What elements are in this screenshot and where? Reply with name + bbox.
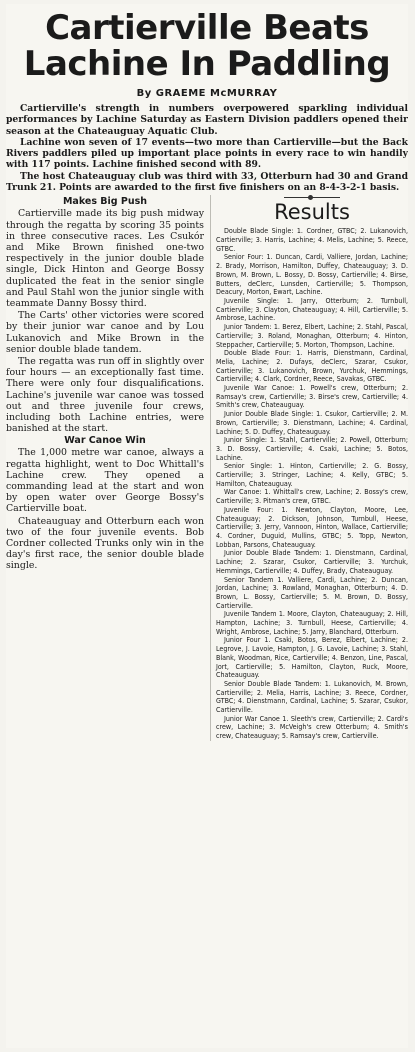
result-entry: Double Blade Four: 1. Harris, Dienstmann, Cardinal, Melia, Lachine; 2. Dufays, deClerc, Szarar, Csukor, Cartierville; 3. Lukanovich, Brown, Yurchuk, Hemmings, Cartierville; 4. Clark, Cordner, Reece, Savakas, GTBC. <box>216 348 408 384</box>
result-entry: War Canoe: 1. Whittall's crew, Lachine; 2. Bossy's crew, Cartierville; 3. Pitman's crew, GTBC. <box>216 487 408 506</box>
byline: By GRAEME McMURRAY <box>136 88 278 99</box>
result-entry: Senior Single: 1. Hinton, Cartierville; 2. G. Bossy, Cartierville; 3. Stringer, Lachine; 4. Kelly, GTBC; 5. Hamilton, Chateauguay. <box>216 461 408 488</box>
article-column <box>6 195 210 740</box>
article-paragraph: The 1,000 metre war canoe, always a regatta highlight, went to Doc Whittall's Lachine crew. They opened a commanding lead at the start and won by open water over George Bossy's Cartierville boat. <box>6 447 204 515</box>
result-entry: Junior Double Blade Single: 1. Csukor, Cartierville; 2. M. Brown, Cartierville; 3. Dienstmann, Lachine; 4. Cardinal, Lachine; 5. D. Duffey, Chateauguay. <box>216 409 408 436</box>
result-entry: Junior Double Blade Tandem: 1. Dienstmann, Cardinal, Lachine; 2. Szarar, Csukor, Cartierville; 3. Yurchuk, Hemmings, Cartierville; 4. Duffey, Brady, Chateauguay. <box>216 548 408 575</box>
subhead-makes-big-push: Makes Big Push <box>62 196 148 208</box>
result-entry: Double Blade Single: 1. Cordner, GTBC; 2. Lukanovich, Cartierville; 3. Harris, Lachine; 4. Melis, Lachine; 5. Reece, GTBC. <box>216 226 408 253</box>
result-entry: Senior Four: 1. Duncan, Cardi, Valliere, Jordan, Lachine; 2. Brady, Morrison, Hamilton, Duffey, Chateauguay; 3. D. Brown, M. Brown, L. Bossy, D. Bossy, Cartierville; 4. Birse, Butters, deClerc, Lunsden, Cartierville; 5. Thompson, Deacury, Morton, Ewart, Lachine. <box>216 252 408 297</box>
article-paragraph: The Carts' other victories were scored by their junior war canoe and by Lou Lukanovich and Mike Brown in the senior double blade tandem. <box>6 310 204 355</box>
headline <box>6 10 408 82</box>
results-column <box>210 195 408 740</box>
result-entry: Junior Four 1. Csaki, Botos, Berez, Elbert, Lachine; 2. Legrove, J. Lavoie, Hampton, J. G. Lavoie, Lachine; 3. Stahl, Blank, Woodman, Rice, Cartierville; 4. Benzon, Line, Pascal, Jort, Cartierville; 5. Hamilton, Clayton, Ruck, Moore, Chateauguay. <box>216 635 408 680</box>
headline-line-2: Lachine In Paddling <box>23 44 391 84</box>
result-entry: Juvenile Four: 1. Newton, Clayton, Moore, Lee, Chateauguay; 2. Dickson, Johnson, Turnbull, Heese, Cartierville; 3. Jerry, Vannoon, Hinton, Wallace, Cartierville; 4. Cordner, Duguid, Mullins, GTBC; 5. Topp, Newton, Lobban, Parsons, Chateauguay. <box>216 504 408 549</box>
lead-paragraph: Cartierville's strength in numbers overpowered sparkling individual performances by Lachine Saturday as Eastern Division paddlers opened their season at the Chateauguay Aquatic Club. <box>6 103 408 137</box>
subhead-war-canoe-win: War Canoe Win <box>64 435 146 447</box>
article-paragraph: The regatta was run off in slightly over four hours — an exceptionally fast time. There were only four disqualifications. Lachine's juvenile war canoe was tossed out and three juvenile four crews, including both Lachine entries, were banished at the start. <box>6 356 204 435</box>
lead-paragraphs <box>6 103 408 193</box>
result-entry: Juvenile Single: 1. Jarry, Otterburn; 2. Turnbull, Cartierville; 3. Clayton, Chateauguay; 4. Hill, Cartierville; 5. Ambrose, Lachine. <box>216 296 408 323</box>
lead-paragraph: The host Chateauguay club was third with 33, Otterburn had 30 and Grand Trunk 21. Points are awarded to the first five finishers on an 8-4-3-2-1 basis. <box>6 170 408 194</box>
result-entry: Junior Tandem: 1. Berez, Elbert, Lachine; 2. Stahl, Pascal, Cartierville; 3. Roland, Monaghan, Otterburn; 4. Hinton, Steppacher, Cartierville; 5. Morton, Thompson, Lachine. <box>216 322 408 349</box>
headline-line-1: Cartierville Beats <box>45 8 369 48</box>
lead-paragraph: Lachine won seven of 17 events—two more than Cartierville—but the Back Rivers paddlers piled up important place points in every race to win handily with 117 points. Lachine finished second with 89. <box>6 136 408 171</box>
body-columns <box>6 195 408 740</box>
results-heading <box>216 197 408 224</box>
result-entry: Junior War Canoe 1. Sleeth's crew, Cartierville; 2. Cardi's crew, Lachine; 3. McVeigh's crew Otterburn; 4. Smith's crew, Chateauguay; 5. Ramsay's crew, Cartierville. <box>216 713 408 741</box>
result-entry: Juvenile War Canoe: 1. Powell's crew, Otterburn; 2. Ramsay's crew, Cartierville; 3. Birse's crew, Cartierville; 4. Smith's crew, Chateauguay. <box>216 383 408 410</box>
result-entry: Senior Double Blade Tandem: 1. Lukanovich, M. Brown, Cartierville; 2. Melia, Harris, Lachine; 3. Reece, Cordner, GTBC; 4. Dienstmann, Cardinal, Lachine; 5. Szarar, Csukor, Cartierville. <box>216 678 408 715</box>
article-paragraph: Cartierville made its big push midway through the regatta by scoring 35 points in three consecutive races. Les Csukór and Mike Brown finished one-two respectively in the junior double blade single, Dick Hinton and George Bossy duplicated the feat in the senior single and Paul Stahl won the junior single with teammate Danny Bossy third. <box>6 208 204 309</box>
result-entry: Junior Single: 1. Stahl, Cartierville; 2. Powell, Otterburn; 3. D. Bossy, Cartierville; 4. Csaki, Lachine; 5. Botos, Lachine. <box>216 435 408 462</box>
ornament-rule <box>284 197 340 198</box>
result-entry: Senior Tandem 1. Valliere, Cardi, Lachine; 2. Duncan, Jordan, Lachine; 3. Rowland, Monaghan, Otterburn; 4. D. Brown, L. Bossy, Cartierville; 5. M. Brown, D. Bossy, Cartierville. <box>216 574 408 610</box>
result-entry: Juvenile Tandem 1. Moore, Clayton, Chateauguay; 2. Hill, Hampton, Lachine; 3. Turnbull, Heese, Cartierville; 4. Wright, Ambrose, Lachine; 5. Jarry, Blanchard, Otterburn. <box>216 609 408 636</box>
newspaper-clipping <box>6 4 408 1048</box>
results-title: Results <box>274 200 350 225</box>
article-paragraph: Chateauguay and Otterburn each won two of the four juvenile events. Bob Cordner collected Trunks only win in the day's first race, the senior double blade single. <box>6 515 204 572</box>
